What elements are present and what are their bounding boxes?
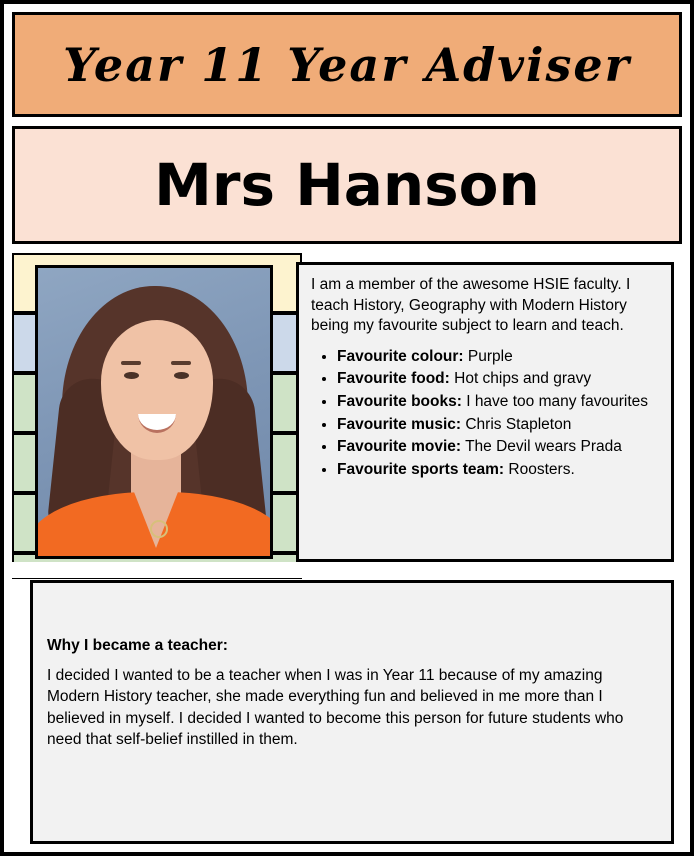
photo-brow-right	[171, 361, 191, 365]
list-item	[337, 460, 659, 481]
favourite-value: The Devil wears Prada	[465, 438, 622, 456]
favourite-value: Hot chips and gravy	[454, 370, 592, 388]
list-item	[337, 347, 659, 368]
favourite-label: Favourite sports team:	[337, 460, 505, 478]
favourite-label: Favourite books:	[337, 393, 462, 411]
why-teacher-body: I decided I wanted to be a teacher when I was in Year 11 because of my amazing Modern History teacher, she made everything fun and believed in me more than I believed in myself. I decided I wanted to become this person for future students who need that self-belief instilled in them.	[47, 667, 624, 749]
why-teacher-box	[30, 580, 674, 844]
favourite-label: Favourite colour:	[337, 347, 464, 365]
list-item	[337, 437, 659, 458]
bio-intro-text: I am a member of the awesome HSIE faculty. I teach History, Geography with Modern History being my favourite subject to learn and teach.	[311, 276, 631, 335]
why-teacher-heading: Why I became a teacher:	[47, 637, 228, 654]
banner-title: Year 11 Year Adviser	[63, 37, 631, 92]
favourite-label: Favourite food:	[337, 370, 450, 388]
bio-box	[296, 262, 674, 562]
favourite-label: Favourite movie:	[337, 438, 462, 456]
favourite-value: Roosters.	[508, 460, 575, 478]
list-item	[337, 369, 659, 390]
teacher-photo	[35, 265, 273, 559]
favourites-list	[311, 347, 659, 481]
favourite-value: Purple	[467, 347, 513, 365]
poster-banner	[12, 12, 682, 117]
favourite-label: Favourite music:	[337, 415, 462, 433]
favourite-value: Chris Stapleton	[465, 415, 572, 433]
list-item	[337, 415, 659, 436]
photo-eye-left	[124, 372, 139, 379]
favourite-value: I have too many favourites	[466, 393, 648, 411]
nameplate	[12, 126, 682, 244]
list-item	[337, 392, 659, 413]
photo-necklace	[150, 520, 168, 538]
photo-eye-right	[174, 372, 189, 379]
teacher-name: Mrs Hanson	[154, 151, 540, 219]
photo-face	[101, 320, 213, 460]
photo-brow-left	[121, 361, 141, 365]
layout-gap	[12, 562, 682, 578]
